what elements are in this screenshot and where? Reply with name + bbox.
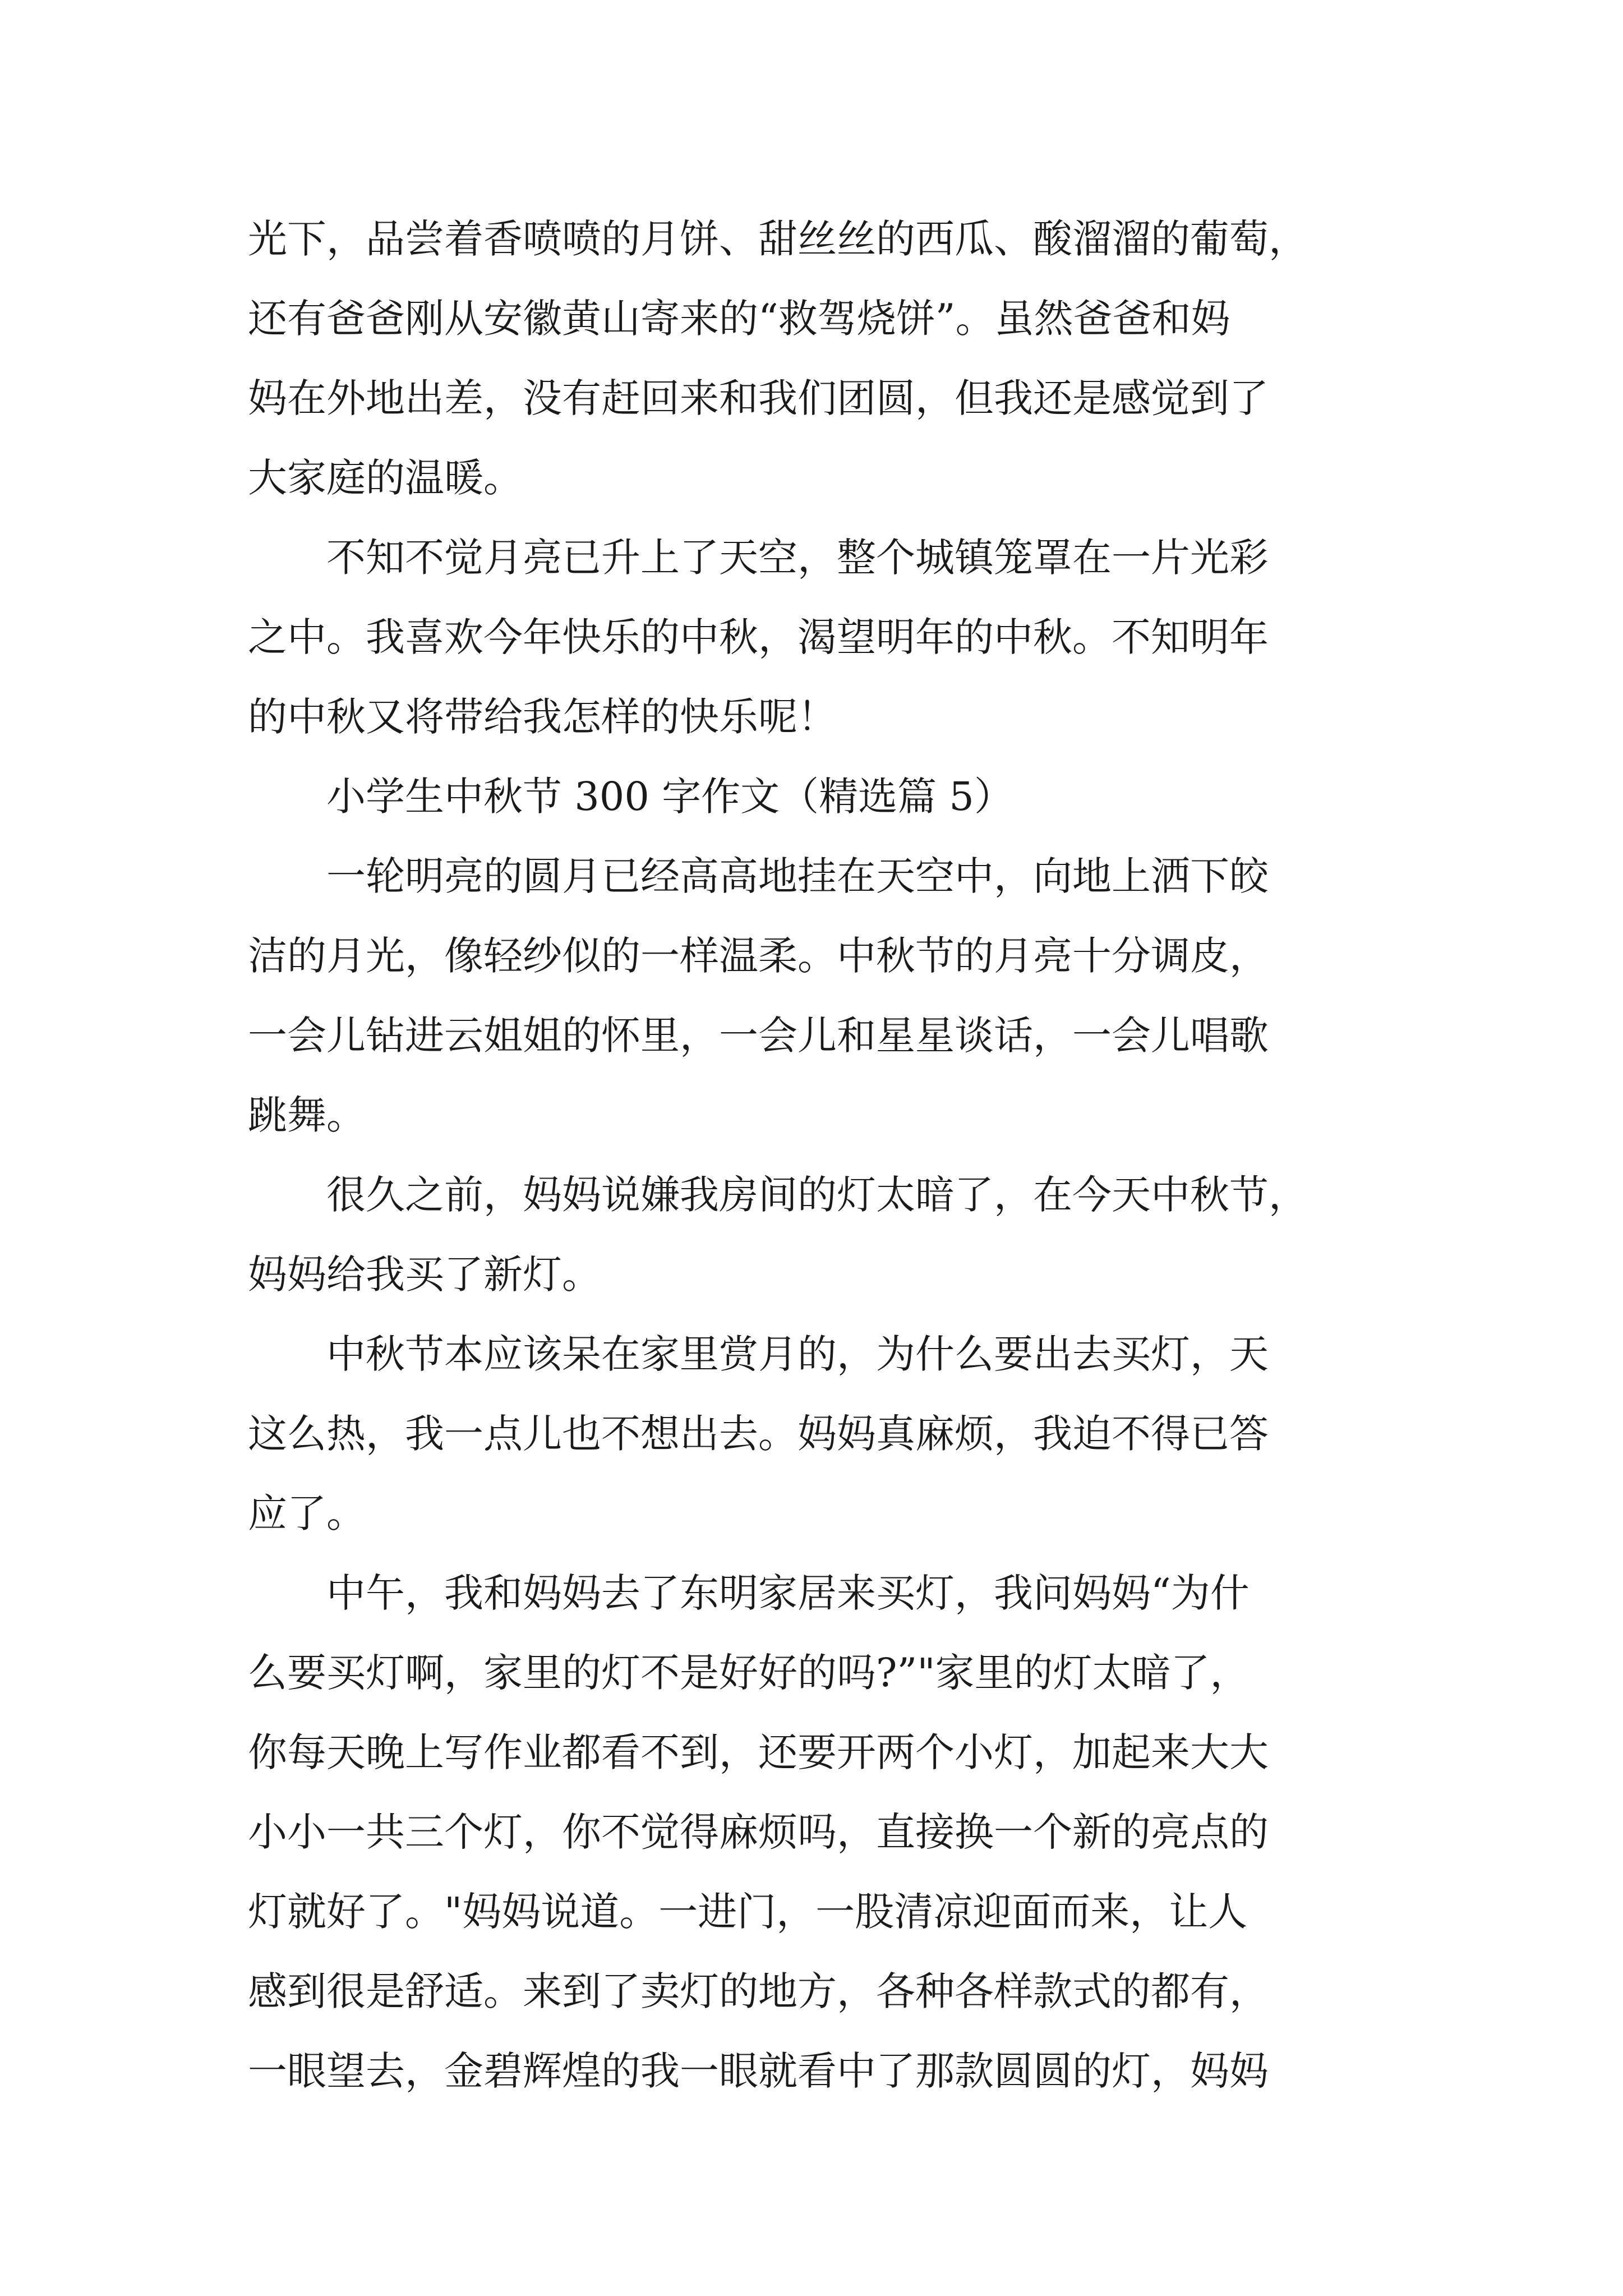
text-line: 中秋节本应该呆在家里赏月的，为什么要出去买灯，天 — [248, 1331, 1269, 1377]
text-line: 应了。 — [248, 1490, 366, 1536]
text-line: 你每天晚上写作业都看不到，还要开两个小灯，加起来大大 — [248, 1729, 1269, 1775]
text-line: 这么热，我一点儿也不想出去。妈妈真麻烦，我迫不得已答 — [248, 1411, 1269, 1457]
text-line: 跳舞。 — [248, 1092, 366, 1138]
text-line: 感到很是舒适。来到了卖灯的地方，各种各样款式的都有， — [248, 1968, 1269, 2014]
text-line: 还有爸爸刚从安徽黄山寄来的“救驾烧饼”。虽然爸爸和妈 — [248, 296, 1230, 342]
text-line: 么要买灯啊，家里的灯不是好好的吗?”"家里的灯太暗了， — [248, 1650, 1249, 1696]
document-body — [248, 199, 1386, 2111]
text-line: 大家庭的温暖。 — [248, 455, 523, 501]
text-line: 妈在外地出差，没有赶回来和我们团圆，但我还是感觉到了 — [248, 375, 1269, 421]
text-line: 光下，品尝着香喷喷的月饼、甜丝丝的西瓜、酸溜溜的葡萄， — [248, 216, 1308, 262]
text-line: 一会儿钻进云姐姐的怀里，一会儿和星星谈话，一会儿唱歌 — [248, 1013, 1269, 1059]
text-line: 的中秋又将带给我怎样的快乐呢！ — [248, 694, 837, 740]
text-line: 一眼望去，金碧辉煌的我一眼就看中了那款圆圆的灯，妈妈 — [248, 2048, 1269, 2094]
text-line: 之中。我喜欢今年快乐的中秋，渴望明年的中秋。不知明年 — [248, 614, 1269, 660]
text-line: 一轮明亮的圆月已经高高地挂在天空中，向地上洒下皎 — [248, 853, 1269, 899]
text-line: 洁的月光，像轻纱似的一样温柔。中秋节的月亮十分调皮， — [248, 933, 1269, 979]
section-heading: 小学生中秋节 300 字作文（精选篇 5） — [248, 774, 1013, 820]
text-line: 很久之前，妈妈说嫌我房间的灯太暗了，在今天中秋节， — [248, 1172, 1308, 1218]
text-line: 小小一共三个灯，你不觉得麻烦吗，直接换一个新的亮点的 — [248, 1809, 1269, 1855]
text-line: 中午，我和妈妈去了东明家居来买灯，我问妈妈“为什 — [248, 1570, 1249, 1616]
text-line: 不知不觉月亮已升上了天空，整个城镇笼罩在一片光彩 — [248, 535, 1269, 581]
text-line: 妈妈给我买了新灯。 — [248, 1251, 601, 1297]
text-line: 灯就好了。"妈妈说道。一进门，一股清凉迎面而来，让人 — [248, 1889, 1248, 1935]
